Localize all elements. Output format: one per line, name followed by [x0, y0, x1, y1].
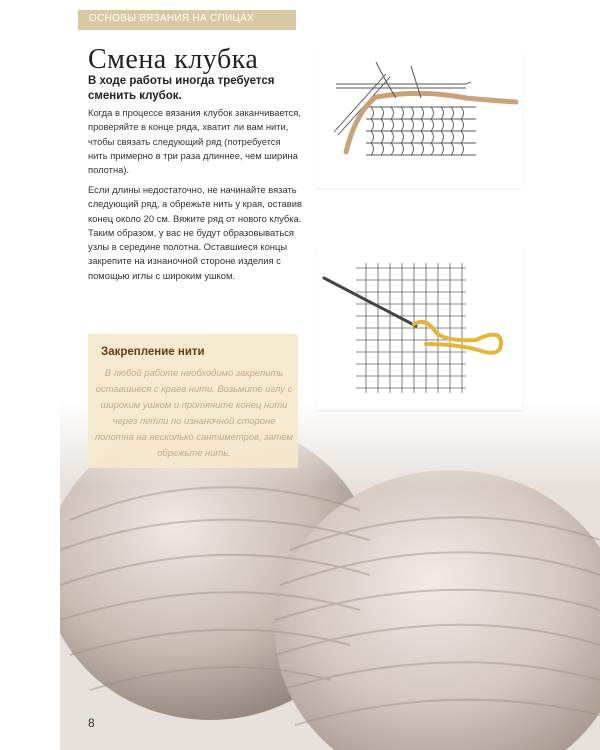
tapestry-needle-weaving-end-illustration	[316, 248, 522, 410]
page-number: 8	[88, 716, 95, 730]
section-header: ОСНОВЫ ВЯЗАНИЯ НА СПИЦАХ	[89, 13, 255, 24]
knitting-needles-yarn-change-illustration	[316, 52, 522, 188]
figure-weave-end	[316, 248, 522, 410]
page-title: Смена клубка	[88, 44, 259, 75]
tip-title: Закрепление нити	[101, 346, 205, 358]
body-paragraph-2: Если длины недостаточно, не начинайте вязать следующий ряд, а обрежьте нить у края, оставив конец около 20 см. Вяжите ряд от нового клубка. Таким образом, у вас не будут образовываться узлы в середине полотна. Оставшиеся концы закрепите на изнаночной стороне изделия с помощью иглы с широким ушком.	[88, 184, 302, 281]
body-paragraph-1: Когда в процессе вязания клубок заканчивается, проверяйте в конце ряда, хватит ли вам нити, чтобы связать следующий ряд (потребуется нить примерно в три раза длиннее, чем ширина полотна).	[88, 107, 301, 176]
figure-yarn-change	[316, 52, 522, 188]
tip-text: В любой работе необходимо закрепить оставшиеся с краев нити. Возьмите иглу с широким ушком и протяните конец нити через петли по изнаночной стороне полотна на несколько сантиметров, затем обрежьте нить.	[95, 367, 293, 458]
lead-paragraph: В ходе работы иногда требуется сменить клубок.	[88, 75, 275, 102]
